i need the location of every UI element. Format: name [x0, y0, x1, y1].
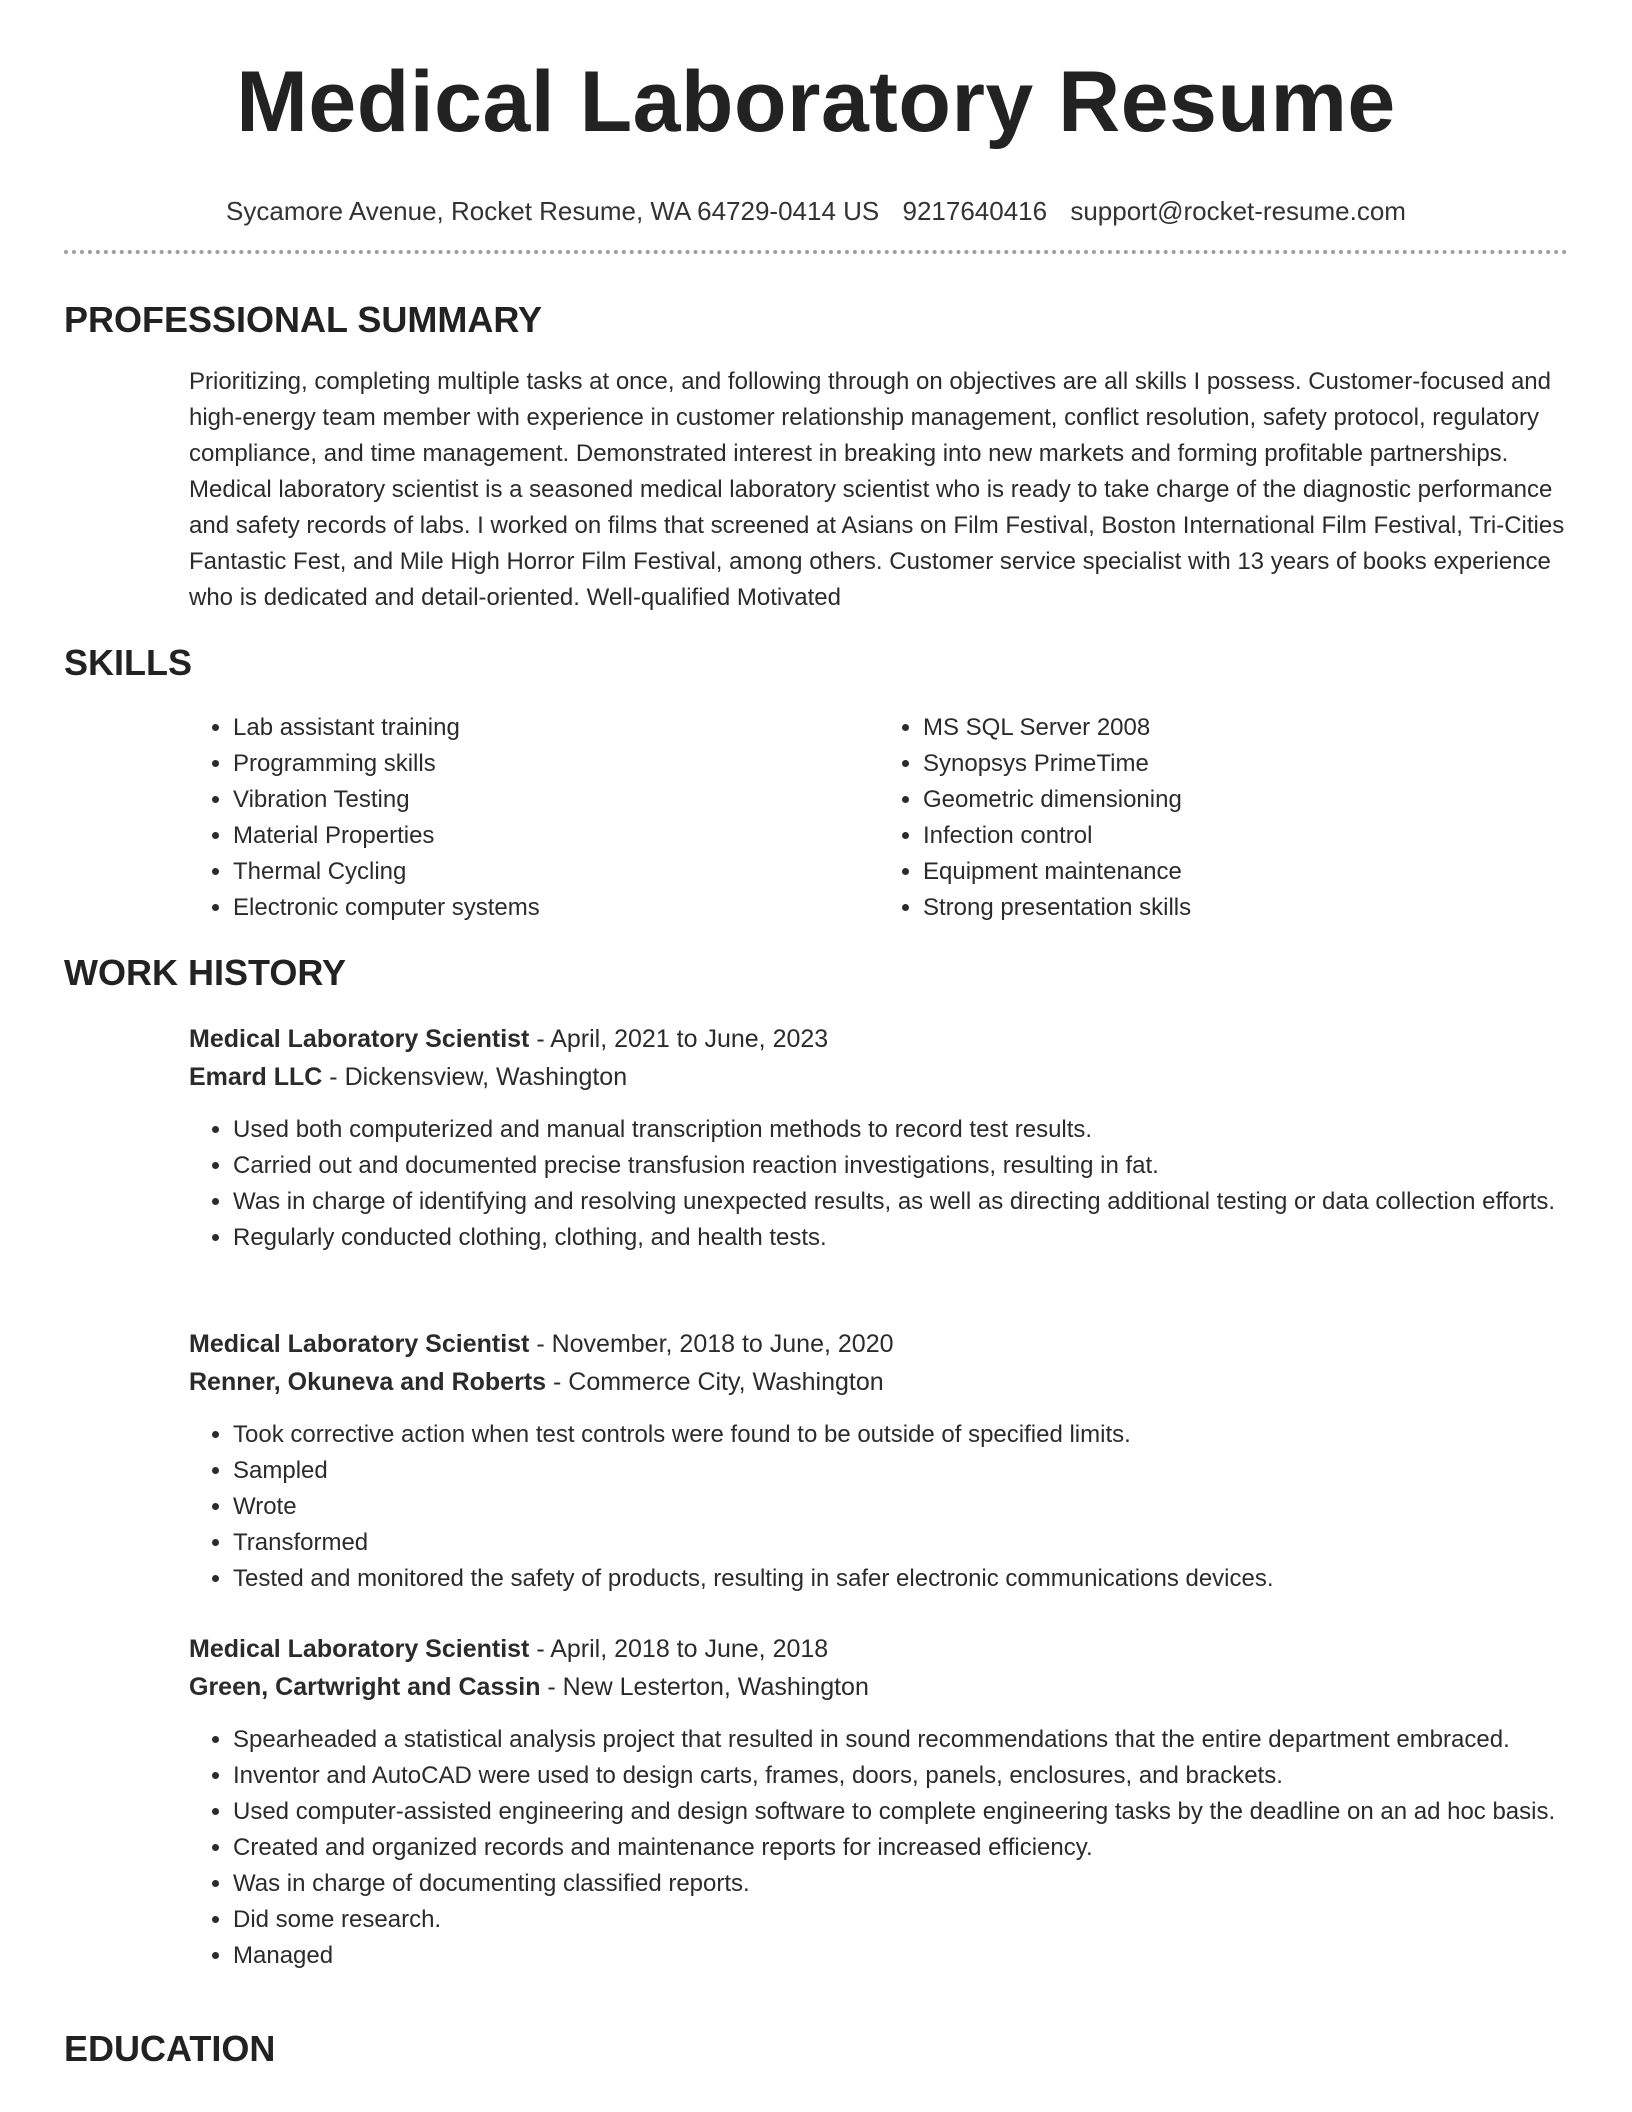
job-company-line	[189, 1668, 1569, 1706]
job-location: - Commerce City, Washington	[546, 1368, 884, 1396]
skill-item: • MS SQL Server 2008	[923, 710, 1569, 746]
job-bullet: • Sampled	[233, 1453, 1569, 1489]
job-entry	[189, 1020, 1569, 1256]
job-title-line	[189, 1020, 1569, 1058]
resume-title: Medical Laboratory Resume	[236, 54, 1396, 150]
job-location: - Dickensview, Washington	[322, 1063, 628, 1091]
work-history-heading: WORK HISTORY	[64, 952, 347, 993]
job-company: Green, Cartwright and Cassin	[189, 1673, 541, 1701]
job-title-line	[189, 1325, 1569, 1363]
job-bullet: • Used both computerized and manual transcription methods to record test results.	[233, 1112, 1569, 1148]
job-bullets	[189, 1112, 1569, 1256]
job-bullet: • Created and organized records and maintenance reports for increased efficiency.	[233, 1830, 1569, 1866]
skill-item: • Programming skills	[233, 746, 879, 782]
job-title-line	[189, 1630, 1569, 1668]
job-bullet: • Tested and monitored the safety of products, resulting in safer electronic communications devices.	[233, 1561, 1569, 1597]
job-location: - New Lesterton, Washington	[540, 1673, 869, 1701]
job-company-line	[189, 1363, 1569, 1401]
header-divider	[64, 250, 1568, 254]
job-company-line	[189, 1058, 1569, 1096]
job-bullet: • Was in charge of identifying and resolving unexpected results, as well as directing additional testing or data collection efforts.	[233, 1184, 1569, 1220]
job-bullets	[189, 1722, 1569, 1974]
skill-item: • Thermal Cycling	[233, 854, 879, 890]
skill-item: • Material Properties	[233, 818, 879, 854]
skills-column-right	[879, 710, 1569, 926]
skill-item: • Equipment maintenance	[923, 854, 1569, 890]
contact-line	[64, 194, 1568, 228]
job-bullet: • Inventor and AutoCAD were used to design carts, frames, doors, panels, enclosures, and brackets.	[233, 1758, 1569, 1794]
contact-email: support@rocket-resume.com	[1070, 196, 1406, 226]
skill-item: • Synopsys PrimeTime	[923, 746, 1569, 782]
summary-text: Prioritizing, completing multiple tasks at once, and following through on objectives are all skills I possess. Customer-focused and high-energy team member with experience in customer relationship management, conflict resolution, safety protocol, regulatory compliance, and time management. Demonstrated interest in breaking into new markets and forming profitable partnerships. Medical laboratory scientist is a seasoned medical laboratory scientist who is ready to take charge of the diagnostic performance and safety records of labs. I worked on films that screened at Asians on Film Festival, Boston International Film Festival, Tri-Cities Fantastic Fest, and Mile High Horror Film Festival, among others. Customer service specialist with 13 years of books experience who is dedicated and detail-oriented. Well-qualified Motivated	[189, 368, 1565, 611]
job-bullet: • Wrote	[233, 1489, 1569, 1525]
job-title: Medical Laboratory Scientist	[189, 1330, 530, 1358]
skill-item: • Geometric dimensioning	[923, 782, 1569, 818]
job-bullet: • Was in charge of documenting classified reports.	[233, 1866, 1569, 1902]
skills-list	[189, 710, 1569, 926]
job-bullet: • Carried out and documented precise transfusion reaction investigations, resulting in fat.	[233, 1148, 1569, 1184]
skill-item: • Strong presentation skills	[923, 890, 1569, 926]
skill-item: • Lab assistant training	[233, 710, 879, 746]
job-bullet: • Took corrective action when test controls were found to be outside of specified limits.	[233, 1417, 1569, 1453]
skill-item: • Electronic computer systems	[233, 890, 879, 926]
education-heading: EDUCATION	[64, 2028, 276, 2069]
job-title: Medical Laboratory Scientist	[189, 1635, 530, 1663]
job-bullets	[189, 1417, 1569, 1597]
skill-item: • Infection control	[923, 818, 1569, 854]
job-bullet: • Did some research.	[233, 1902, 1569, 1938]
job-dates: - April, 2018 to June, 2018	[529, 1635, 829, 1663]
contact-address: Sycamore Avenue, Rocket Resume, WA 64729-0414 US	[226, 196, 880, 226]
summary-heading: PROFESSIONAL SUMMARY	[64, 299, 543, 340]
contact-phone: 9217640416	[902, 196, 1048, 226]
job-entry	[189, 1325, 1569, 1597]
job-bullet: • Regularly conducted clothing, clothing, and health tests.	[233, 1220, 1569, 1256]
job-dates: - April, 2021 to June, 2023	[529, 1025, 829, 1053]
skills-heading: SKILLS	[64, 642, 193, 683]
job-dates: - November, 2018 to June, 2020	[529, 1330, 894, 1358]
job-bullet: • Used computer-assisted engineering and design software to complete engineering tasks by the deadline on an ad hoc basis.	[233, 1794, 1569, 1830]
resume-header	[64, 52, 1568, 228]
skill-item: • Vibration Testing	[233, 782, 879, 818]
job-bullet: • Transformed	[233, 1525, 1569, 1561]
job-company: Renner, Okuneva and Roberts	[189, 1368, 547, 1396]
job-title: Medical Laboratory Scientist	[189, 1025, 530, 1053]
job-company: Emard LLC	[189, 1063, 323, 1091]
skills-column-left	[189, 710, 879, 926]
job-bullet: • Spearheaded a statistical analysis project that resulted in sound recommendations that the entire department embraced.	[233, 1722, 1569, 1758]
job-entry	[189, 1630, 1569, 1974]
job-bullet: • Managed	[233, 1938, 1569, 1974]
